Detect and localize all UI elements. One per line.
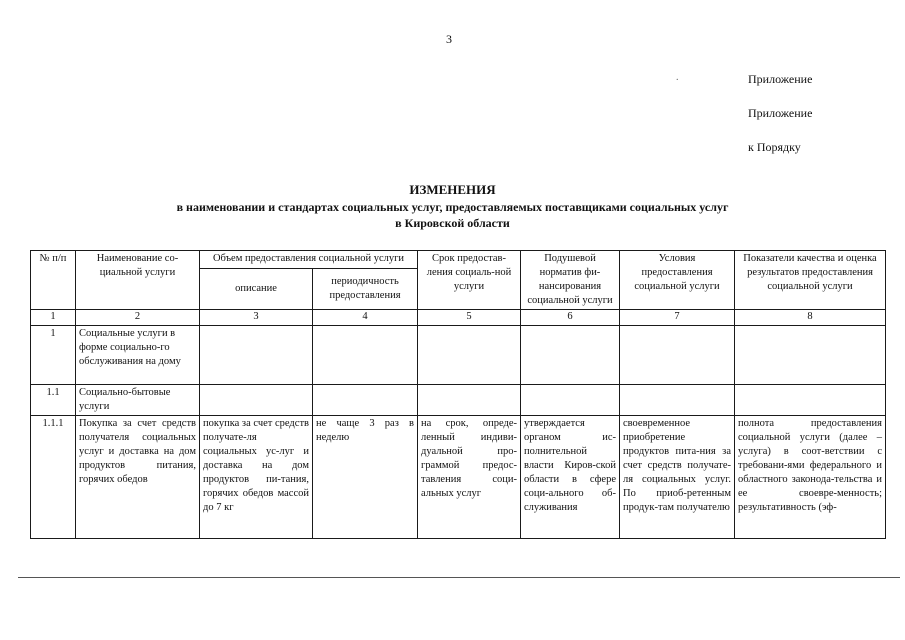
empty-cell [735, 326, 886, 385]
header-indicators: Показатели качества и оценка результатов предоставления социальной услуги [735, 251, 886, 310]
row-service-name: Покупка за счет средств получателя социальных услуг и доставка на дом продуктов питания, горячих обедов [76, 416, 200, 539]
column-numbers-row [31, 310, 886, 326]
table-row [31, 326, 886, 385]
document-subtitle-line2: в Кировской области [395, 216, 510, 230]
appendix-label: Приложение [748, 72, 813, 86]
page-bottom-rule [18, 577, 900, 578]
document-subtitle-line1: в наименовании и стандартах социальных услуг, предоставляемых поставщиками социальных услуг [176, 200, 729, 214]
row-norm: утверждается органом ис-полнительной власти Киров-ской области в сфере соци-ального об-служивания [521, 416, 620, 539]
column-number: 5 [418, 310, 521, 326]
empty-cell [735, 385, 886, 416]
column-number: 4 [313, 310, 418, 326]
scan-dot: . [676, 72, 679, 83]
row-term: на срок, опреде-ленный индиви-дуальной про-граммой предос-тавления соци-альных услуг [418, 416, 521, 539]
services-table [30, 250, 886, 539]
empty-cell [313, 385, 418, 416]
row-num: 1.1.1 [31, 416, 76, 539]
page-number: 3 [446, 32, 452, 46]
header-norm: Подушевой норматив фи-нансирования социальной услуги [521, 251, 620, 310]
header-conditions: Условия предоставления социальной услуги [620, 251, 735, 310]
column-number: 3 [200, 310, 313, 326]
empty-cell [521, 326, 620, 385]
empty-cell [200, 385, 313, 416]
column-number: 1 [31, 310, 76, 326]
empty-cell [418, 326, 521, 385]
header-volume-description: описание [200, 268, 313, 309]
row-service-name: Социально-бытовые услуги [76, 385, 200, 416]
header-volume: Объем предоставления социальной услуги [200, 251, 418, 269]
header-volume-frequency: периодичность предоставления [313, 268, 418, 309]
empty-cell [620, 326, 735, 385]
column-number: 2 [76, 310, 200, 326]
empty-cell [200, 326, 313, 385]
row-num: 1 [31, 326, 76, 385]
empty-cell [313, 326, 418, 385]
table-row [31, 385, 886, 416]
document-title: ИЗМЕНЕНИЯ [409, 182, 496, 197]
row-volume-description: покупка за счет средств получате-ля социальных ус-луг и доставка на дом продуктов пи-тания, горячих обедов массой до 7 кг [200, 416, 313, 539]
appendix-to-order: к Порядку [748, 140, 801, 154]
empty-cell [418, 385, 521, 416]
table-row [31, 416, 886, 539]
empty-cell [620, 385, 735, 416]
column-number: 6 [521, 310, 620, 326]
column-number: 7 [620, 310, 735, 326]
row-indicators: полнота предоставления социальной услуги (далее – услуга) в соот-ветствии с требовани-ями федерального и областного законода-тельства и ее своевре-менность; результативность (эф- [735, 416, 886, 539]
header-term: Срок предостав-ления социаль-ной услуги [418, 251, 521, 310]
row-conditions: своевременное приобретение продуктов пита-ния за счет средств получате-ля социальных услуг. По приоб-ретенным продук-там получателю [620, 416, 735, 539]
row-service-name: Социальные услуги в форме социально-го обслуживания на дому [76, 326, 200, 385]
empty-cell [521, 385, 620, 416]
header-service-name: Наименование со-циальной услуги [76, 251, 200, 310]
row-num: 1.1 [31, 385, 76, 416]
appendix-label-repeat: Приложение [748, 106, 813, 120]
table-header-row [31, 251, 886, 269]
column-number: 8 [735, 310, 886, 326]
header-num: № п/п [31, 251, 76, 310]
row-volume-frequency: не чаще 3 раз в неделю [313, 416, 418, 539]
